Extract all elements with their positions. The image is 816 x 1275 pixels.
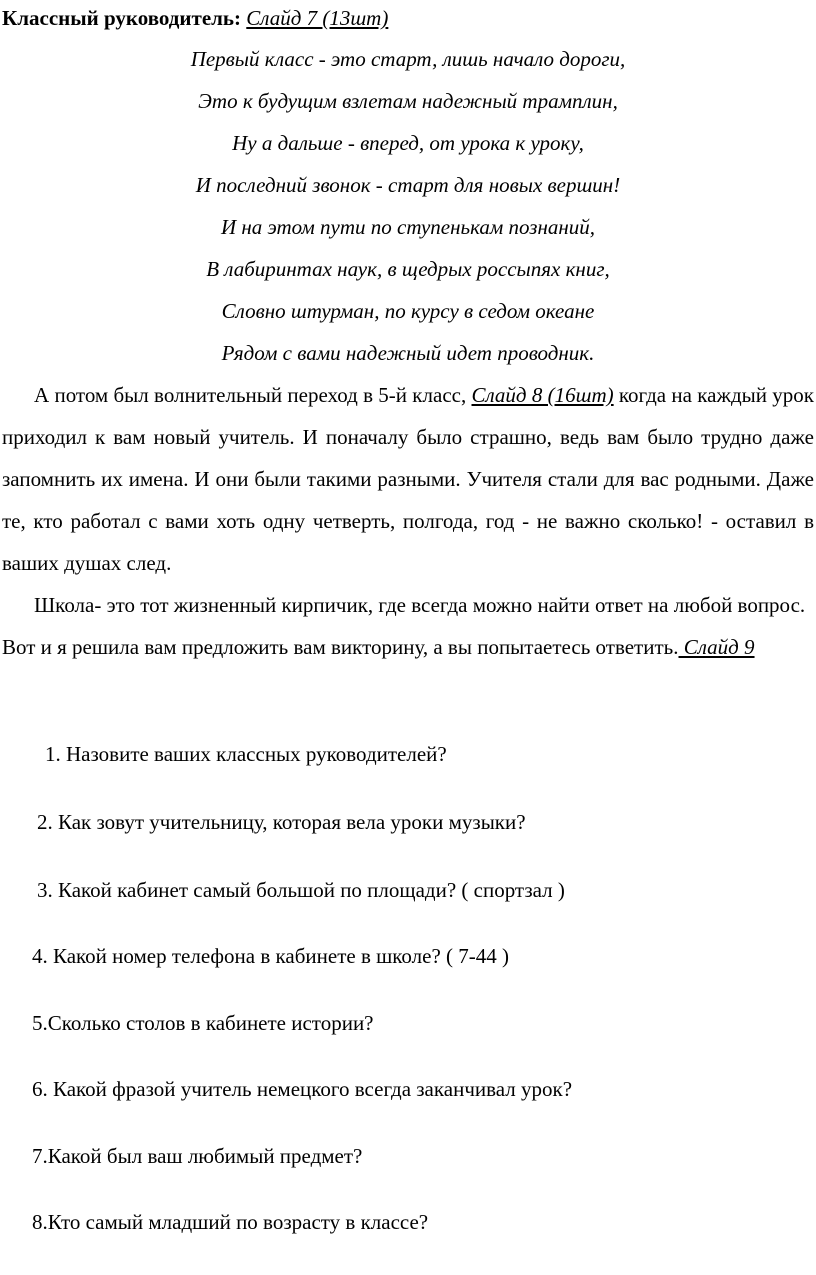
question-item: 3. Какой кабинет самый большой по площади? ( спортзал ) [37, 878, 565, 902]
slide-reference: Слайд 7 (13шт) [246, 6, 389, 30]
prose [2, 374, 814, 668]
poem-line: Ну а дальше - вперед, от урока к уроку, [232, 131, 584, 155]
poem-line: И последний звонок - старт для новых вершин! [195, 173, 621, 197]
poem-line: Это к будущим взлетам надежный трамплин, [198, 89, 618, 113]
paragraph [2, 584, 814, 668]
poem-line: В лабиринтах наук, в щедрых россыпях книг, [206, 257, 610, 281]
slide-reference: Слайд 9 [678, 635, 755, 659]
question-item: 1. Назовите ваших классных руководителей? [45, 742, 447, 766]
question-item: 5.Сколько столов в кабинете истории? [32, 1011, 374, 1035]
question-item: 8.Кто самый младший по возрасту в классе? [32, 1210, 429, 1234]
paragraph-text: Школа- это тот жизненный кирпичик, где всегда можно найти ответ на любой вопрос. Вот и я решила вам предложить вам викторину, а вы попытаетесь ответить. [2, 593, 806, 659]
poem [0, 38, 816, 374]
paragraph-text: когда на каждый урок приходил к вам новый учитель. И поначалу было страшно, ведь вам было трудно даже запомнить их имена. И они были такими разными. Учителя стали для вас родными. Даже те, кто работал с вами хоть одну четверть, полгода, год - не важно сколько! - оставил в ваших душах след. [2, 383, 814, 575]
heading [2, 4, 388, 32]
poem-line: Словно штурман, по курсу в седом океане [221, 299, 595, 323]
poem-line: Первый класс - это старт, лишь начало дороги, [190, 47, 626, 71]
paragraph [2, 374, 814, 584]
slide-reference: Слайд 8 (16шт) [471, 383, 614, 407]
question-item: 6. Какой фразой учитель немецкого всегда заканчивал урок? [32, 1077, 573, 1101]
heading-label: Классный руководитель: [2, 6, 242, 30]
paragraph-text: А потом был волнительный переход в 5-й класс, [34, 383, 472, 407]
poem-line: И на этом пути по ступенькам познаний, [220, 215, 596, 239]
poem-line: Рядом с вами надежный идет проводник. [221, 341, 595, 365]
question-item: 7.Какой был ваш любимый предмет? [32, 1144, 363, 1168]
question-item: 4. Какой номер телефона в кабинете в школе? ( 7-44 ) [32, 944, 509, 968]
question-item: 2. Как зовут учительницу, которая вела уроки музыки? [37, 810, 526, 834]
